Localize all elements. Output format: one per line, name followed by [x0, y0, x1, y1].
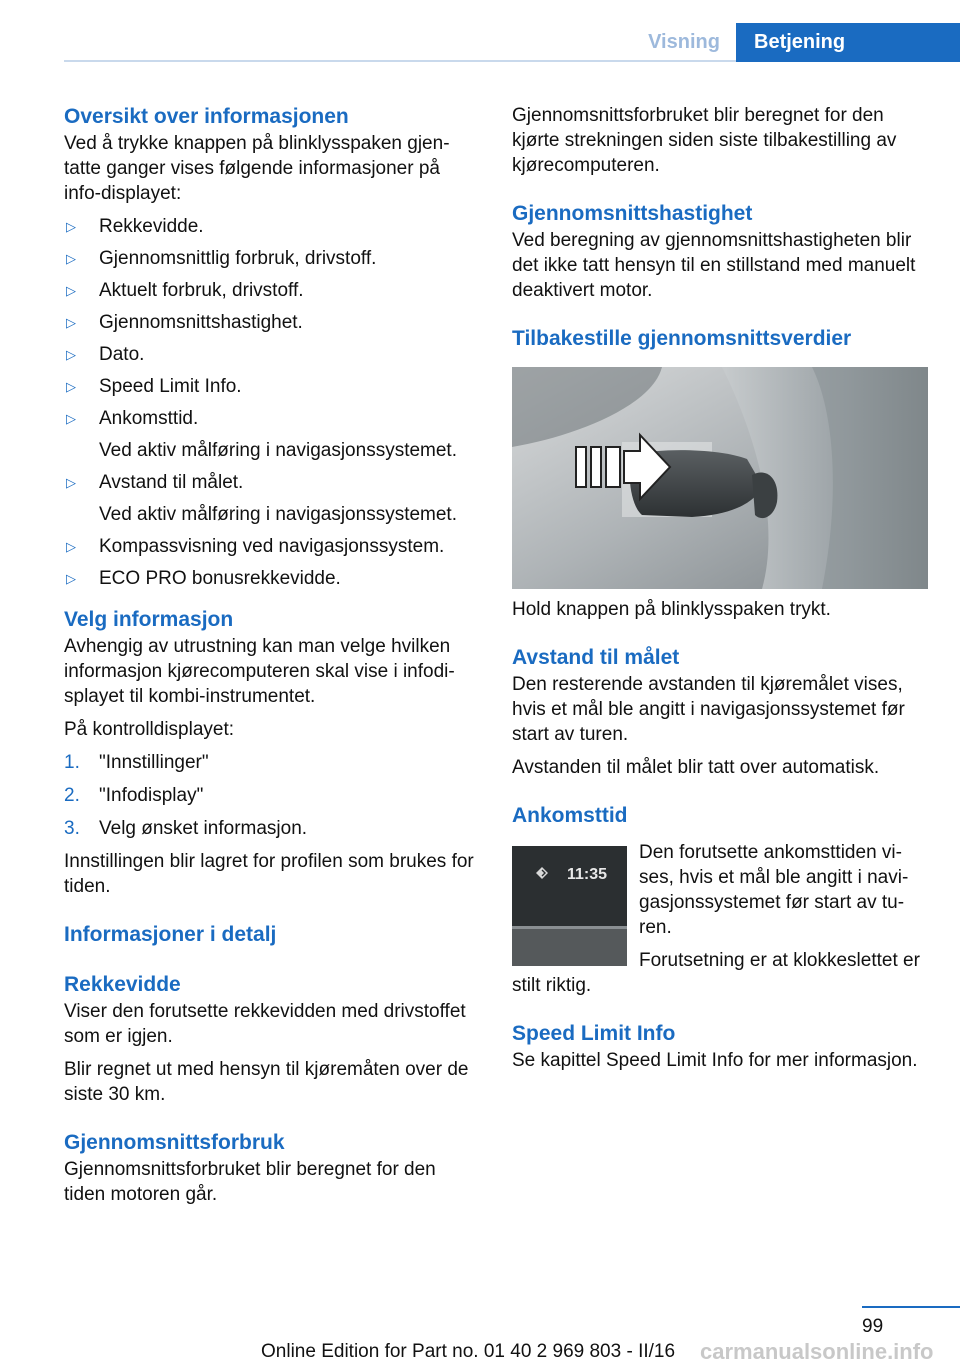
- list-item-sub: Ved aktiv målføring i navigasjonssystemet.: [99, 504, 457, 525]
- footer-rule: [862, 1306, 960, 1308]
- paragraph-kontroll: På kontrolldisplayet:: [64, 719, 235, 740]
- step-item: 2. "Infodisplay": [64, 785, 204, 806]
- list-item: ▷ Kompassvisning ved navigasjonssystem.: [66, 536, 445, 557]
- paragraph-forbruk: Gjennomsnittsforbruket blir beregnet for den tiden motoren går.: [64, 1159, 436, 1205]
- heading-avstand: Avstand til målet: [512, 646, 680, 669]
- paragraph-oversikt: Ved å trykke knappen på blinklysspaken gjentatte ganger vises følgende informasjoner på info-displayet:: [64, 133, 450, 204]
- right-column: [512, 103, 930, 1073]
- list-item: ▷ Dato.: [66, 344, 145, 365]
- heading-detalj: Informasjoner i detalj: [64, 923, 277, 946]
- triangle-bullet-icon: ▷: [66, 475, 76, 490]
- triangle-bullet-icon: ▷: [66, 283, 76, 298]
- ankomsttid-block: [512, 840, 930, 998]
- list-item: ▷ Rekkevidde.: [66, 216, 204, 237]
- list-item: ▷ Gjennomsnittlig forbruk, drivstoff.: [66, 248, 377, 269]
- paragraph-ankomsttid-2: Forutsetning er at klokkeslettet er stilt riktig.: [512, 950, 920, 996]
- tab-visning[interactable]: Visning: [648, 30, 720, 53]
- heading-velg: Velg informasjon: [64, 608, 234, 631]
- heading-ankomsttid: Ankomsttid: [512, 804, 628, 827]
- list-item-sub: Ved aktiv målføring i navigasjonssystemet.: [99, 440, 457, 461]
- list-item: ▷ Speed Limit Info.: [66, 376, 242, 397]
- clock-time-label: 11:35: [567, 866, 608, 883]
- paragraph-speed-limit: Se kapittel Speed Limit Info for mer informasjon.: [512, 1050, 918, 1071]
- list-item: ▷ Ankomsttid. Ved aktiv målføring i navigasjonssystemet.: [64, 406, 478, 463]
- triangle-bullet-icon: ▷: [66, 315, 76, 330]
- list-item: ▷ Avstand til målet. Ved aktiv målføring i navigasjonssystemet.: [64, 470, 478, 527]
- paragraph-hastighet: Ved beregning av gjennomsnittshastigheten blir det ikke tatt hensyn til en stillstand med manuelt deaktivert motor.: [512, 230, 916, 301]
- arrival-time-display-image: [512, 846, 627, 966]
- step-item: 3. Velg ønsket informasjon.: [64, 818, 308, 839]
- heading-tilbakestille: Tilbakestille gjennomsnittsverdier: [512, 327, 852, 350]
- paragraph-lagret: Innstillingen blir lagret for profilen som brukes for tiden.: [64, 851, 474, 897]
- heading-speed-limit: Speed Limit Info: [512, 1022, 676, 1045]
- triangle-bullet-icon: ▷: [66, 219, 76, 234]
- paragraph-hold: Hold knappen på blinklysspaken trykt.: [512, 599, 831, 620]
- list-item: ▷ Gjennomsnittshastighet.: [66, 312, 303, 333]
- list-item: ▷ Aktuelt forbruk, drivstoff.: [66, 280, 304, 301]
- info-list: [64, 214, 478, 591]
- triangle-bullet-icon: ▷: [66, 411, 76, 426]
- paragraph-velg: Avhengig av utrustning kan man velge hvilken informasjon kjørecomputeren skal vise i infodisplayet til kombi-instrumentet.: [64, 636, 455, 707]
- paragraph-avstand-1: Den resterende avstanden til kjøremålet vises, hvis et mål ble angitt i navigasjonssystemet før start av turen.: [512, 674, 905, 745]
- triangle-bullet-icon: ▷: [66, 539, 76, 554]
- paragraph-rekkevidde-1: Viser den forutsette rekkevidden med drivstoffet som er igjen.: [64, 1001, 466, 1047]
- tab-betjening[interactable]: Betjening: [736, 23, 960, 62]
- paragraph-forbruk-2: Gjennomsnittsforbruket blir beregnet for den kjørte strekningen siden siste tilbakestilling av kjørecomputeren.: [512, 105, 897, 176]
- edition-line: Online Edition for Part no. 01 40 2 969 803 - II/16: [261, 1341, 676, 1362]
- triangle-bullet-icon: ▷: [66, 347, 76, 362]
- heading-forbruk: Gjennomsnittsforbruk: [64, 1131, 285, 1154]
- watermark: carmanualsonline.info: [700, 1339, 934, 1364]
- heading-rekkevidde: Rekkevidde: [64, 973, 181, 996]
- paragraph-avstand-2: Avstanden til målet blir tatt over automatisk.: [512, 757, 880, 778]
- heading-oversikt: Oversikt over informasjonen: [64, 105, 349, 128]
- left-column: [64, 103, 478, 1207]
- heading-hastighet: Gjennomsnittshastighet: [512, 202, 753, 225]
- list-item: ▷ ECO PRO bonusrekkevidde.: [66, 568, 341, 589]
- steps-list: [64, 750, 478, 841]
- page-number: 99: [862, 1316, 884, 1337]
- step-item: 1. "Innstillinger": [64, 752, 209, 773]
- paragraph-ankomsttid-1: Den forutsette ankomsttiden vises, hvis et mål ble angitt i navigasjonssystemet før start av turen.: [639, 842, 909, 938]
- triangle-bullet-icon: ▷: [66, 571, 76, 586]
- triangle-bullet-icon: ▷: [66, 379, 76, 394]
- paragraph-rekkevidde-2: Blir regnet ut med hensyn til kjøremåten over de siste 30 km.: [64, 1059, 469, 1105]
- triangle-bullet-icon: ▷: [66, 251, 76, 266]
- turn-signal-stalk-illustration: [512, 367, 928, 589]
